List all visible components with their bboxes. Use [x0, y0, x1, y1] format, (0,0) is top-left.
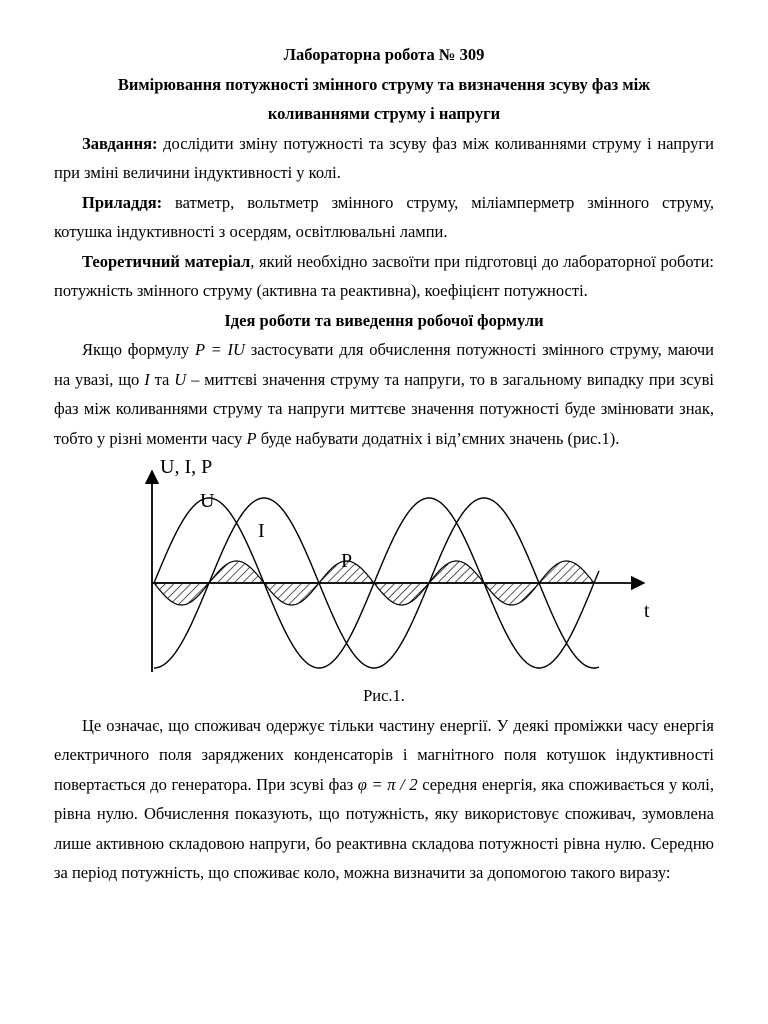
- i-curve-label: I: [258, 520, 265, 542]
- consequence-paragraph: [54, 711, 714, 888]
- var-p: P: [246, 428, 257, 448]
- var-i: I: [144, 369, 150, 389]
- figure-caption: Рис.1.: [363, 686, 405, 705]
- var-u: U: [174, 369, 187, 389]
- consequence-text-2: середня енергія, яка споживається у колі, рівна нулю. Обчислення показують, що потужність, яку використовує споживач, зумовлена лише активною складовою напруги, бо реактивна складова потужності рівна нулю. Середню за період потужність, що споживає коло, можна визначити за допомогою такого виразу:: [54, 774, 714, 882]
- y-axis-label: U, I, P: [160, 457, 213, 478]
- u-curve-label: U: [200, 490, 215, 512]
- equipment-label: Приладдя:: [82, 192, 163, 212]
- subtitle-line-1: Вимірювання потужності змінного струму та визначення зсуву фаз між: [117, 74, 651, 94]
- idea-paragraph: [54, 335, 714, 453]
- theory-paragraph: [54, 247, 714, 306]
- task-label: Завдання:: [82, 133, 158, 153]
- formula-phi: φ = π / 2: [357, 774, 418, 794]
- document-page: [54, 40, 714, 888]
- formula-p-iu: P = IU: [195, 340, 245, 359]
- power-lobe: [539, 561, 594, 583]
- task-paragraph: [54, 129, 714, 188]
- idea-text-4: – миттєві значення струму та напруги, то в загальному випадку при зсуві фаз між коливаннями струму та напруги миттєве значення потужності буде змінювати знак, тобто у різні моменти часу: [54, 369, 714, 448]
- theory-label: Теоретичний матеріал: [82, 251, 251, 271]
- equipment-paragraph: [54, 188, 714, 247]
- lab-title: Лабораторна робота № 309: [283, 45, 485, 64]
- subtitle-line-2: коливаннями струму і напруги: [267, 104, 501, 123]
- idea-text-5: буде набувати додатніх і від’ємних значень (рис.1).: [256, 428, 620, 448]
- waveform-diagram: [54, 457, 714, 677]
- theory-text: , який необхідно засвоїти при підготовці до лабораторної роботи: потужність змінного струму (активна та реактивна), коефіцієнт потужності.: [54, 251, 714, 300]
- equipment-text: ватметр, вольтметр змінного струму, міліамперметр змінного струму, котушка індуктивності з осердям, освітлювальні лампи.: [54, 192, 714, 241]
- consequence-text-1: Це означає, що споживач одержує тільки частину енергії. У деякі проміжки часу енергія електричного поля заряджених конденсаторів і магнітного поля котушок індуктивності повертається до генератора. При зсуві фаз: [54, 715, 714, 794]
- p-curve-label: P: [341, 550, 353, 572]
- idea-text-3: та: [149, 369, 175, 389]
- idea-text-1: Якщо формулу: [82, 340, 195, 359]
- x-axis-label: t: [644, 600, 650, 622]
- task-text: дослідити зміну потужності та зсуву фаз між коливаннями струму і напруги при зміні величини індуктивності у колі.: [54, 133, 714, 182]
- idea-text-2: застосувати для обчислення потужності змінного струму, маючи на увазі, що: [54, 340, 714, 389]
- figure-1: [54, 457, 714, 677]
- section-title: Ідея роботи та виведення робочої формули: [224, 310, 544, 330]
